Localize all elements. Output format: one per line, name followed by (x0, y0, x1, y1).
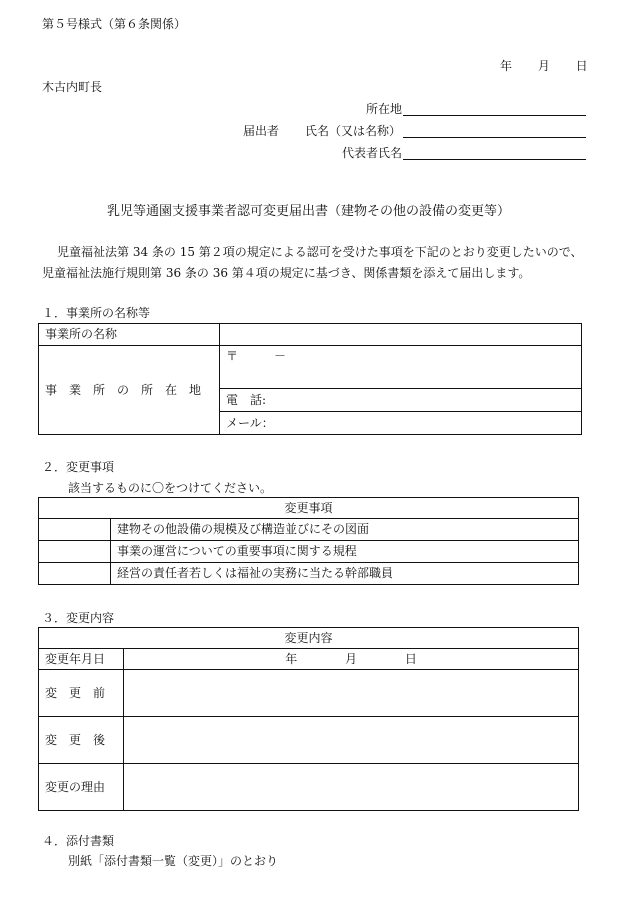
change-mark-cell-2[interactable] (39, 541, 111, 563)
change-item-2: 事業の運営についての重要事項に関する規程 (111, 541, 579, 563)
change-mark-cell-3[interactable] (39, 563, 111, 585)
email-cell[interactable]: メール： (220, 412, 582, 435)
section2-instruction: 該当するものに〇をつけてください。 (68, 481, 273, 495)
addressee: 木古内町長 (42, 80, 103, 94)
section1-heading: １．事業所の名称等 (42, 306, 151, 320)
notifier-label: 届出者 (243, 124, 280, 138)
change-date-label: 変更年月日 (39, 649, 124, 670)
section4-heading: ４．添付書類 (42, 834, 115, 848)
representative-field[interactable] (403, 159, 586, 160)
address-label: 所在地 (366, 102, 403, 116)
name-field[interactable] (403, 137, 586, 138)
form-number: 第５号様式（第６条関係） (42, 17, 187, 31)
change-mark-cell-1[interactable] (39, 519, 111, 541)
document-title: 乳児等通園支援事業者認可変更届出書（建物その他の設備の変更等） (107, 204, 511, 219)
intro-line-2: 児童福祉法施行規則第 36 条の 36 第４項の規定に基づき、関係書類を添えて届出します。 (42, 266, 531, 280)
before-cell[interactable] (124, 670, 579, 717)
change-item-3: 経営の責任者若しくは福祉の実務に当たる幹部職員 (111, 563, 579, 585)
representative-label: 代表者氏名 (342, 146, 403, 160)
attachments-text: 別紙「添付書類一覧（変更）」のとおり (68, 854, 279, 868)
change-item-1: 建物その他設備の規模及び構造並びにその図面 (111, 519, 579, 541)
postal-cell[interactable]: 〒 － (220, 346, 582, 389)
before-label: 変更前 (39, 670, 124, 717)
facility-table (38, 323, 582, 435)
reason-cell[interactable] (124, 764, 579, 811)
changes-table (38, 497, 579, 585)
name-label: 氏名（又は名称） (305, 124, 402, 138)
facility-name-label: 事業所の名称 (39, 324, 220, 346)
section3-heading: ３．変更内容 (42, 611, 115, 625)
change-details-table (38, 627, 579, 811)
section2-heading: ２．変更事項 (42, 460, 115, 474)
facility-name-cell[interactable] (220, 324, 582, 346)
change-date-value[interactable]: 年 月 日 (124, 649, 579, 670)
phone-cell[interactable]: 電 話: (220, 389, 582, 412)
change-details-header: 変更内容 (39, 628, 579, 649)
address-field[interactable] (403, 115, 586, 116)
date-line: 年 月 日 (500, 59, 588, 73)
after-cell[interactable] (124, 717, 579, 764)
after-label: 変更後 (39, 717, 124, 764)
reason-label: 変更の理由 (39, 764, 124, 811)
intro-line-1: 児童福祉法第 34 条の 15 第２項の規定による認可を受けた事項を下記のとおり変更したいので、 (57, 245, 583, 259)
facility-location-label: 事業所の所在地 (39, 346, 220, 435)
changes-table-header: 変更事項 (39, 498, 579, 519)
